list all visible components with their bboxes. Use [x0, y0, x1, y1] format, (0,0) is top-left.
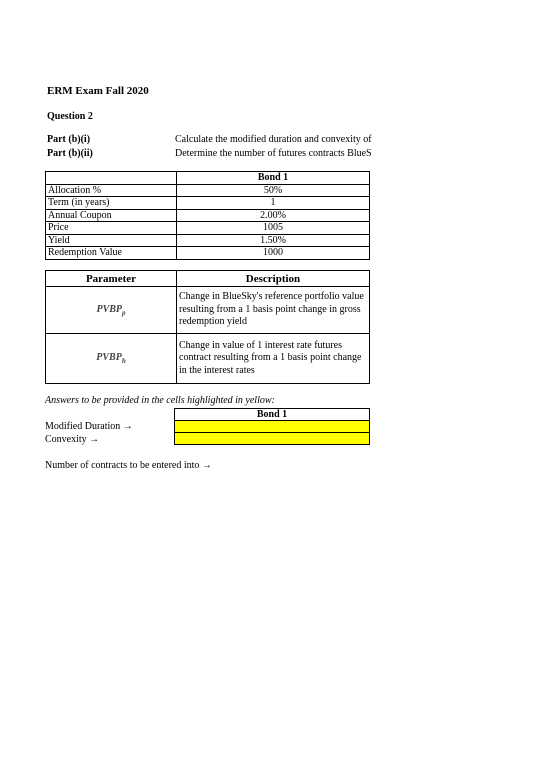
part-b-i-text: Calculate the modified duration and convexity of — [175, 134, 372, 145]
bond-table-corner — [46, 172, 177, 185]
part-b-ii-text: Determine the number of futures contracts BlueS — [175, 148, 372, 159]
table-row — [46, 197, 370, 210]
row-value[interactable]: 1005 — [177, 222, 370, 235]
part-b-ii-label: Part (b)(ii) — [47, 148, 93, 159]
table-row — [46, 209, 370, 222]
table-row — [46, 287, 370, 334]
row-label: Annual Coupon — [46, 209, 177, 222]
pvbp-h-symbol: $PVBP_h$ — [46, 334, 177, 384]
convexity-label: Convexity → — [45, 434, 100, 445]
row-value[interactable]: 1000 — [177, 247, 370, 260]
part-b-i-label: Part (b)(i) — [47, 134, 91, 145]
parameter-table — [45, 270, 370, 384]
answer-table — [174, 408, 370, 445]
question-heading: Question 2 — [47, 111, 93, 122]
bond-table-header: Bond 1 — [177, 172, 370, 185]
pvbp-h-description: Change in value of 1 interest rate futures contract resulting from a 1 basis point change in the interest rates — [177, 334, 370, 384]
parameter-header: Parameter — [46, 271, 177, 287]
contracts-label: Number of contracts to be entered into → — [45, 460, 212, 471]
table-row — [46, 184, 370, 197]
row-label: Term (in years) — [46, 197, 177, 210]
convexity-answer-cell[interactable] — [175, 433, 370, 445]
modified-duration-answer-cell[interactable] — [175, 421, 370, 433]
page-title: ERM Exam Fall 2020 — [47, 85, 149, 97]
table-row — [46, 247, 370, 260]
table-row — [46, 234, 370, 247]
bond-input-table — [45, 171, 370, 260]
row-label: Price — [46, 222, 177, 235]
row-label: Redemption Value — [46, 247, 177, 260]
row-value[interactable]: 2.00% — [177, 209, 370, 222]
table-row — [46, 334, 370, 384]
row-label: Allocation % — [46, 184, 177, 197]
modified-duration-label: Modified Duration → — [45, 421, 133, 432]
table-row — [46, 222, 370, 235]
description-header: Description — [177, 271, 370, 287]
row-value[interactable]: 1.50% — [177, 234, 370, 247]
answers-note: Answers to be provided in the cells highlighted in yellow: — [45, 395, 275, 406]
pvbp-p-symbol: $PVBP_p$ — [46, 287, 177, 334]
row-value[interactable]: 1 — [177, 197, 370, 210]
row-value[interactable]: 50% — [177, 184, 370, 197]
pvbp-p-description: Change in BlueSky's reference portfolio value resulting from a 1 basis point change in gross redemption yield — [177, 287, 370, 334]
row-label: Yield — [46, 234, 177, 247]
answer-table-header: Bond 1 — [175, 409, 370, 421]
